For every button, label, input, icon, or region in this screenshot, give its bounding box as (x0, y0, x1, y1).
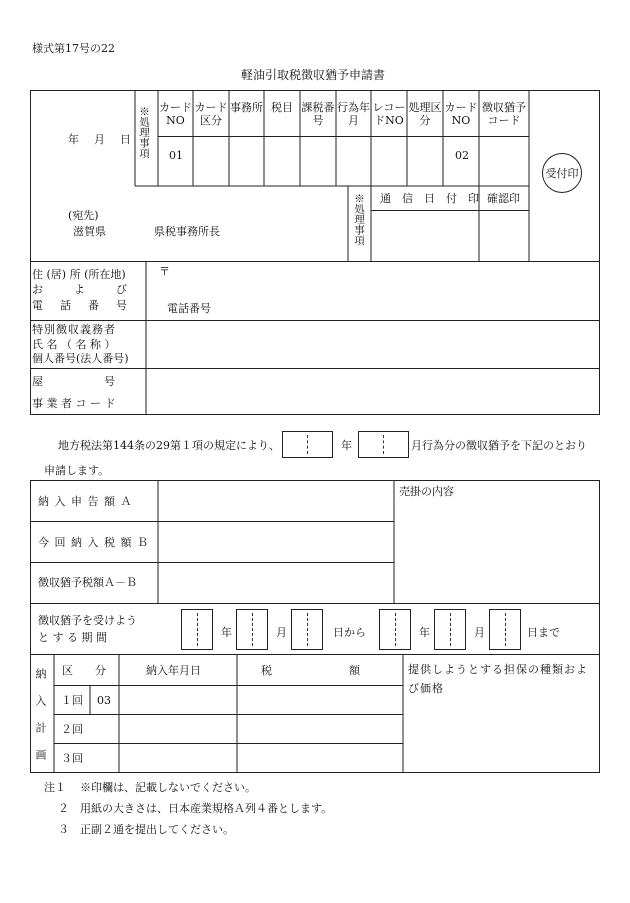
date-label: 年 月 日 (68, 133, 133, 146)
statement-month-box[interactable] (358, 431, 409, 458)
plan-row-3-label: ３回 (61, 752, 83, 765)
period-label-1: 徴収猶予を受けよう (38, 614, 137, 627)
card-no-value-02: 02 (455, 149, 469, 162)
business-code-label: 事 業 者 コ ー ド (32, 397, 116, 410)
deferred-amount-input[interactable] (162, 566, 390, 601)
note-1-number: 注１ (44, 781, 66, 794)
sales-content-label: 売掛の内容 (399, 485, 454, 498)
plan-tax-header: 税 額 (261, 664, 360, 677)
plan-row-2-tax-input[interactable] (239, 717, 401, 741)
sales-content-input[interactable] (398, 502, 595, 599)
statement-prefix: 地方税法第144条の29第１項の規定により、 (58, 439, 280, 452)
name-label-3: 個人番号(法人番号) (32, 352, 129, 365)
header-col-8: 処理区分 (408, 101, 442, 127)
collateral-label: 提供しようとする担保の種類および価格 (408, 663, 588, 695)
obligor-name-input[interactable] (150, 323, 595, 366)
statement-suffix: 月行為分の徴収猶予を下記のとおり (411, 439, 587, 452)
period-label-2: と す る 期 間 (38, 631, 107, 644)
office-note-label-2: ※処理事項 (353, 193, 366, 246)
phone-label: 電話番号 (167, 302, 211, 315)
paid-amount-input[interactable] (162, 525, 390, 560)
period-start-year-box[interactable] (181, 609, 213, 650)
plan-row-1-code: 03 (97, 694, 111, 707)
header-col-3: 事務所 (230, 101, 263, 114)
header-col-6: 行為年月 (337, 101, 370, 127)
note-2-number: ２ (58, 802, 69, 815)
addressee-label: (宛先) (68, 209, 99, 222)
header-col-9: カードNO (444, 101, 478, 127)
period-until-label: 日まで (527, 626, 560, 639)
statement-line2: 申請します。 (44, 464, 110, 477)
plan-row-2-date-input[interactable] (121, 717, 235, 741)
form-title: 軽油引取税徴収猶予申請書 (241, 68, 386, 82)
period-from-label: 日から (333, 626, 366, 639)
note-1-text: ※印欄は、記載しないでください。 (80, 781, 256, 794)
phone-input[interactable] (220, 300, 580, 318)
period-start-year-label: 年 (221, 626, 232, 639)
plan-row-1-label: １回 (61, 694, 83, 707)
paid-amount-label: 今 回 納 入 税 額 Ｂ (38, 536, 149, 549)
note-3-number: ３ (58, 823, 69, 836)
office-note-label: ※処理事項 (138, 106, 151, 159)
header-col-1: カードNO (159, 101, 192, 127)
receipt-stamp: 受付印 (542, 153, 582, 193)
plan-row-3-date-input[interactable] (121, 746, 235, 770)
name-label-1: 特別徴収義務者 (32, 323, 116, 336)
period-start-month-box[interactable] (236, 609, 268, 650)
header-col-4: 税目 (271, 101, 293, 114)
address-label-3: 電 話 番 号 (32, 299, 130, 312)
postal-mark: 〒 (159, 265, 170, 278)
declared-amount-label: 納 入 申 告 額 Ａ (38, 495, 133, 508)
header-col-2: カード区分 (194, 101, 228, 127)
form-number: 様式第17号の22 (32, 42, 115, 55)
card-no-value-01: 01 (169, 149, 183, 162)
period-end-month-box[interactable] (434, 609, 466, 650)
header-col-5: 課税番号 (301, 101, 335, 127)
plan-row-1-date-input[interactable] (121, 688, 235, 712)
address-label-1: 住 (居) 所 (所在地) (32, 268, 126, 281)
plan-row-3-tax-input[interactable] (239, 746, 401, 770)
note-2-text: 用紙の大きさは、日本産業規格Ａ列４番とします。 (80, 802, 333, 815)
name-label-2: 氏 名 （ 名 称 ） (32, 338, 116, 351)
comm-date-stamp-label: 通 信 日 付 印 (380, 192, 479, 205)
header-col-7: レコードNO (372, 101, 406, 127)
period-end-year-label: 年 (419, 626, 430, 639)
plan-date-header: 納入年月日 (146, 664, 201, 677)
shop-name-label: 屋 号 (32, 375, 116, 388)
period-start-month-label: 月 (276, 626, 287, 639)
plan-row-1-tax-input[interactable] (239, 688, 401, 712)
address-label-2: お よ び (32, 283, 130, 296)
header-col-10: 徴収猶予コード (482, 101, 526, 127)
plan-row-2-label: ２回 (61, 723, 83, 736)
shop-name-input[interactable] (150, 371, 595, 412)
statement-year-label: 年 (341, 439, 352, 452)
addressee-prefecture: 滋賀県 (73, 225, 106, 238)
addressee-office: 県税事務所長 (154, 225, 220, 238)
address-input[interactable] (175, 266, 585, 296)
period-end-day-box[interactable] (489, 609, 521, 650)
declared-amount-input[interactable] (162, 484, 390, 519)
statement-year-box[interactable] (282, 431, 333, 458)
note-3-text: 正副２通を提出してください。 (80, 823, 234, 836)
period-start-day-box[interactable] (291, 609, 323, 650)
confirm-stamp-label: 確認印 (487, 192, 520, 205)
plan-division-header: 区 分 (62, 664, 106, 677)
deferred-amount-label: 徴収猶予税額Ａ－Ｂ (38, 576, 137, 589)
period-end-month-label: 月 (474, 626, 485, 639)
period-end-year-box[interactable] (379, 609, 411, 650)
plan-side-label: 納入計画 (34, 668, 47, 776)
